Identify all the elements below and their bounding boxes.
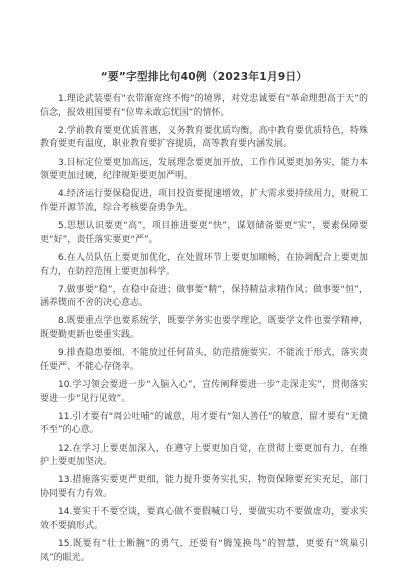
list-item: 14.要实干不要空谈，要真心做不要假喊口号，要做实功不要做虚功，要求实效不要搞形式。 [40,507,368,531]
list-item: 1.理论武装要有“衣带渐宽终不悔”的境界，对党忠诚要有“革命理想高于天”的信念，报效祖国要有“位卑未敢忘忧国”的情怀。 [40,94,368,118]
list-item: 7.做事要“稳”，在稳中奋进；做事要“精”，保持精益求精作风；做事要“恒”，涵养锲而不舍的决心意志。 [40,284,368,309]
list-item: 10.学习领会要进一步“入脑入心”，宣传阐释要进一步“走深走实”，贯彻落实要进一步“见行见效”。 [40,380,368,404]
list-item: 2.学前教育要更优质普惠，义务教育要优质均衡，高中教育要优质特色，特殊教育要更有温度，职业教育要扩容提质，高等教育要内涵发展。 [40,125,368,150]
list-item: 5.思想认识要更“高”，项目推进要更“快”，谋划储备要更“实”，要素保障要更“好”，责任落实要更“严”。 [40,221,368,245]
list-item: 4.经济运行要保稳促进，项目投资要提速增效，扩大需求要持续用力，财税工作要开源节流，综合考核要奋勇争先。 [40,189,368,213]
document-title: “要”字型排比句40例（2023年1月9日） [100,71,308,83]
list-item: 13.措施落实要更严更细，能力提升要务实扎实，物资保障要充实充足，部门协同要有力有效。 [40,475,368,499]
list-item: 3.目标定位要更加高远，发展理念要更加开放，工作作风要更加务实，能力本领要更加过硬，纪律规矩要更加严明。 [40,157,368,182]
list-item: 12.在学习上要更加深入，在遵守上要更加自觉，在贯彻上要更加有力，在维护上要更加坚决。 [40,443,368,468]
item-list [40,93,368,565]
list-item: 6.在人员队伍上要更加优化，在处置环节上要更加顺畅，在协调配合上要更加有力，在防控范围上要更加科学。 [40,252,368,277]
list-item: 11.引才要有“周公吐哺”的诚意，用才要有“知人善任”的敏意，留才要有“无微不至”的心意。 [40,411,368,436]
list-item: 9.排查隐患要细、不能放过任何苗头，防范措施要实、不能流于形式，落实责任要严、不能心存侥幸。 [40,348,368,372]
list-item: 15.既要有“壮士断腕”的勇气，还要有“腾笼换鸟”的智慧，更要有“筑巢引凤”的眼光。 [40,538,368,563]
list-item: 8.既要重点学也要系统学，既要学务实也要学理论，既要学文件也要学精神，既要勤更新也要重实践。 [40,316,368,341]
